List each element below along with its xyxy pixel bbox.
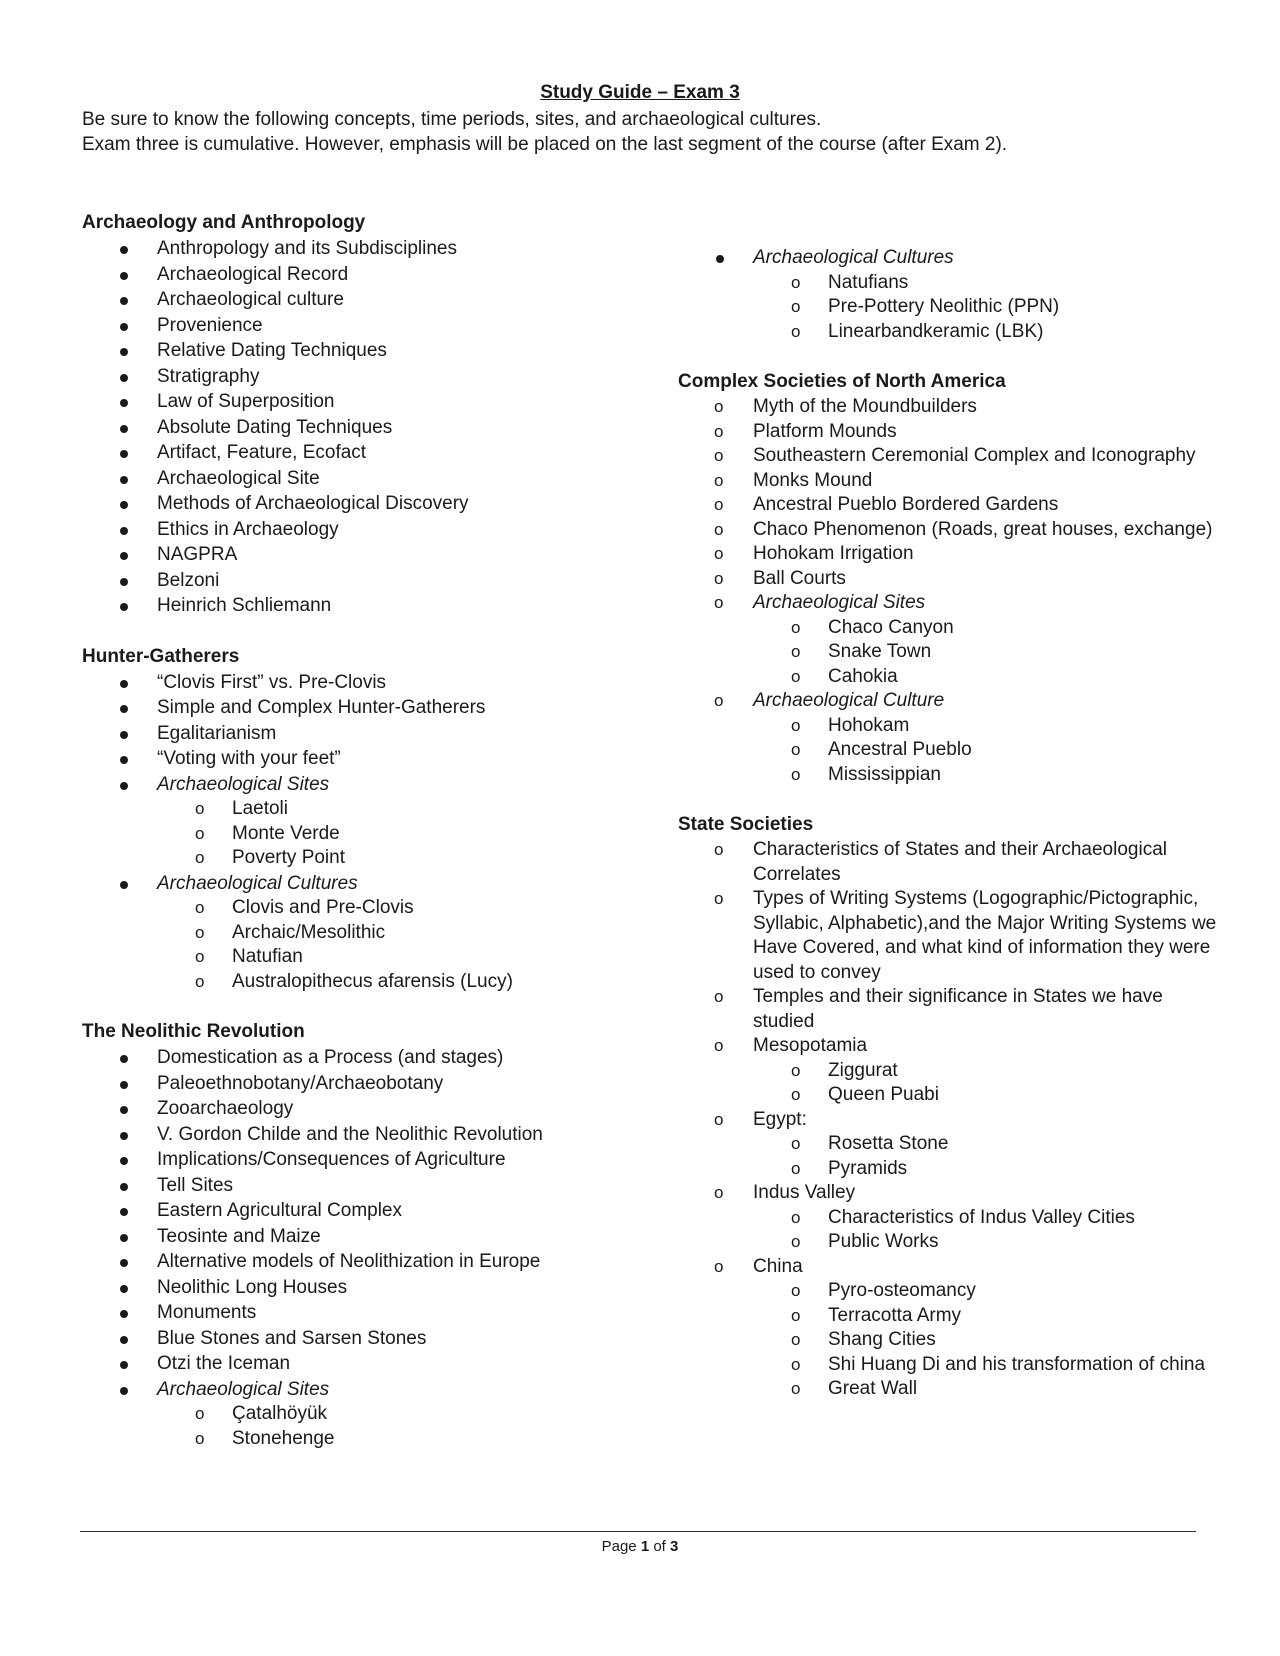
sub-list-item: o Queen Puabi bbox=[678, 1083, 1218, 1108]
sub-list-item: o Mississippian bbox=[678, 763, 1218, 788]
neolithic-cultures-list bbox=[678, 245, 1218, 344]
list-item: Teosinte and Maize bbox=[82, 1224, 682, 1250]
section-heading: Hunter-Gatherers bbox=[82, 645, 240, 667]
bullet-icon bbox=[120, 1132, 128, 1140]
circle-bullet-icon: o bbox=[791, 1158, 801, 1178]
bullet-icon bbox=[120, 399, 128, 407]
bullet-icon bbox=[120, 705, 128, 713]
bullet-icon bbox=[120, 603, 128, 611]
circle-bullet-icon: o bbox=[195, 922, 205, 942]
list-item: o Characteristics of States and their Archaeological Correlates bbox=[714, 839, 1167, 885]
list-item: o Ball Courts bbox=[678, 567, 1218, 592]
bullet-icon bbox=[120, 1310, 128, 1318]
bullet-icon bbox=[716, 255, 724, 263]
list-item: V. Gordon Childe and the Neolithic Revolution bbox=[82, 1122, 682, 1148]
circle-bullet-icon: o bbox=[714, 568, 724, 588]
list-item: Neolithic Long Houses bbox=[82, 1275, 682, 1301]
sub-list-item: o Shang Cities bbox=[678, 1328, 1218, 1353]
bullet-icon bbox=[120, 1285, 128, 1293]
bullet-icon bbox=[120, 782, 128, 790]
circle-bullet-icon: o bbox=[791, 642, 801, 661]
sub-list-item: o Public Works bbox=[678, 1230, 1218, 1255]
sub-list-item: o Characteristics of Indus Valley Cities bbox=[678, 1206, 1218, 1231]
circle-bullet-icon: o bbox=[791, 1134, 801, 1153]
circle-bullet-icon: o bbox=[195, 799, 205, 818]
circle-bullet-icon: o bbox=[195, 823, 205, 843]
sub-list-item: o Snake Town bbox=[678, 640, 1218, 665]
circle-bullet-icon: o bbox=[714, 1109, 724, 1129]
bullet-icon bbox=[120, 1234, 128, 1242]
sub-list-item: o Stonehenge bbox=[82, 1427, 682, 1452]
list-item: “Voting with your feet” bbox=[82, 746, 682, 772]
page-number: Page 1 of 3 bbox=[601, 1538, 679, 1555]
sub-list-item: o Laetoli bbox=[82, 797, 682, 822]
list-item: Archaeological Record bbox=[82, 262, 682, 288]
circle-bullet-icon: o bbox=[714, 1183, 724, 1202]
page-title: Study Guide – Exam 3 bbox=[540, 82, 740, 103]
list-item: Stratigraphy bbox=[82, 364, 682, 390]
circle-bullet-icon: o bbox=[791, 617, 801, 637]
list-item: o Temples and their significance in States we have studied bbox=[714, 986, 1163, 1032]
list-item: Simple and Complex Hunter-Gatherers bbox=[82, 695, 682, 721]
list-item: Otzi the Iceman bbox=[82, 1351, 682, 1377]
footer-divider bbox=[80, 1531, 1196, 1532]
circle-bullet-icon: o bbox=[714, 840, 724, 859]
list-item: o Southeastern Ceremonial Complex and Iconography bbox=[678, 444, 1218, 469]
circle-bullet-icon: o bbox=[714, 544, 724, 563]
sub-list-item: o Pyro-osteomancy bbox=[678, 1279, 1218, 1304]
circle-bullet-icon: o bbox=[195, 1404, 205, 1423]
list-item: Belzoni bbox=[82, 568, 682, 594]
sub-list-item: o Ancestral Pueblo bbox=[678, 738, 1218, 763]
circle-bullet-icon: o bbox=[714, 397, 724, 416]
circle-bullet-icon: o bbox=[791, 1085, 801, 1104]
circle-bullet-icon: o bbox=[791, 1281, 801, 1300]
bullet-icon bbox=[120, 578, 128, 586]
circle-bullet-icon: o bbox=[714, 446, 724, 465]
sub-list-item: o Archaic/Mesolithic bbox=[82, 921, 682, 946]
section-heading: State Societies bbox=[678, 814, 814, 835]
circle-bullet-icon: o bbox=[195, 848, 205, 867]
bullet-icon bbox=[120, 1259, 128, 1267]
bullet-icon bbox=[120, 731, 128, 739]
bullet-icon bbox=[120, 425, 128, 433]
complex-list bbox=[678, 395, 1218, 787]
bullet-icon bbox=[120, 348, 128, 356]
circle-bullet-icon: o bbox=[714, 421, 724, 441]
neolithic-list bbox=[82, 1045, 682, 1451]
sub-list-item: o Ziggurat bbox=[678, 1059, 1218, 1084]
list-item: Alternative models of Neolithization in Europe bbox=[82, 1249, 682, 1275]
bullet-icon bbox=[120, 476, 128, 484]
circle-bullet-icon: o bbox=[714, 519, 724, 539]
intro-line: Exam three is cumulative. However, emphasis will be placed on the last segment of the course (after Exam 2). bbox=[82, 134, 1008, 155]
list-item: o Archaeological Culture bbox=[678, 689, 1218, 714]
list-item: Monuments bbox=[82, 1300, 682, 1326]
bullet-icon bbox=[120, 680, 128, 688]
sub-list-item: o Great Wall bbox=[678, 1377, 1218, 1402]
list-item: o China bbox=[678, 1255, 1218, 1280]
list-item: o Monks Mound bbox=[678, 469, 1218, 494]
list-item: Zooarchaeology bbox=[82, 1096, 682, 1122]
list-item: Methods of Archaeological Discovery bbox=[82, 491, 682, 517]
circle-bullet-icon: o bbox=[714, 1036, 724, 1055]
bullet-icon bbox=[120, 501, 128, 509]
list-item: Archaeological culture bbox=[82, 287, 682, 313]
circle-bullet-icon: o bbox=[791, 715, 801, 735]
circle-bullet-icon: o bbox=[714, 691, 724, 710]
list-item: Absolute Dating Techniques bbox=[82, 415, 682, 441]
sub-list-item: o Rosetta Stone bbox=[678, 1132, 1218, 1157]
sub-list-item: o Chaco Canyon bbox=[678, 616, 1218, 641]
sub-list-item: o Australopithecus afarensis (Lucy) bbox=[82, 970, 682, 995]
circle-bullet-icon: o bbox=[195, 947, 205, 966]
circle-bullet-icon: o bbox=[791, 1379, 801, 1398]
sub-list-item: o Pyramids bbox=[678, 1157, 1218, 1182]
list-item: o Egypt: bbox=[678, 1108, 1218, 1133]
bullet-icon bbox=[120, 1208, 128, 1216]
list-item: o Mesopotamia bbox=[678, 1034, 1218, 1059]
left-column bbox=[82, 210, 682, 1451]
list-item: Artifact, Feature, Ecofact bbox=[82, 440, 682, 466]
circle-bullet-icon: o bbox=[791, 1305, 801, 1325]
list-item: Domestication as a Process (and stages) bbox=[82, 1045, 682, 1071]
right-column bbox=[678, 245, 1218, 1402]
sub-list-item: o Shi Huang Di and his transformation of china bbox=[678, 1353, 1218, 1378]
bullet-icon bbox=[120, 756, 128, 764]
list-item: Paleoethnobotany/Archaeobotany bbox=[82, 1071, 682, 1097]
list-item: Eastern Agricultural Complex bbox=[82, 1198, 682, 1224]
circle-bullet-icon: o bbox=[791, 272, 801, 292]
sub-list-item: o Clovis and Pre-Clovis bbox=[82, 896, 682, 921]
list-item: “Clovis First” vs. Pre-Clovis bbox=[82, 670, 682, 696]
bullet-icon bbox=[120, 374, 128, 382]
circle-bullet-icon: o bbox=[791, 740, 801, 759]
list-item: Archaeological Sites bbox=[82, 1377, 682, 1403]
list-item: o Types of Writing Systems (Logographic/Pictographic, Syllabic, Alphabetic),and the Major Writing Systems we Have Covered, and what kind of information they were used to convey bbox=[714, 888, 1217, 983]
archaeology-list bbox=[82, 236, 682, 619]
circle-bullet-icon: o bbox=[195, 898, 205, 917]
bullet-icon bbox=[120, 246, 128, 254]
list-item: Relative Dating Techniques bbox=[82, 338, 682, 364]
list-item: o Indus Valley bbox=[678, 1181, 1218, 1206]
list-item: Blue Stones and Sarsen Stones bbox=[82, 1326, 682, 1352]
section-heading: Complex Societies of North America bbox=[678, 371, 1006, 392]
list-item: Archaeological Cultures bbox=[678, 245, 1218, 271]
list-item: Provenience bbox=[82, 313, 682, 339]
circle-bullet-icon: o bbox=[791, 1060, 801, 1080]
sub-list-item: o Çatalhöyük bbox=[82, 1402, 682, 1427]
circle-bullet-icon: o bbox=[714, 593, 724, 612]
list-item: o Archaeological Sites bbox=[678, 591, 1218, 616]
list-item: o Myth of the Moundbuilders bbox=[678, 395, 1218, 420]
circle-bullet-icon: o bbox=[791, 764, 801, 784]
bullet-icon bbox=[120, 527, 128, 535]
bullet-icon bbox=[120, 1183, 128, 1191]
sub-list-item: o Monte Verde bbox=[82, 822, 682, 847]
list-item: Egalitarianism bbox=[82, 721, 682, 747]
bullet-icon bbox=[120, 1106, 128, 1114]
circle-bullet-icon: o bbox=[791, 297, 801, 316]
bullet-icon bbox=[120, 552, 128, 560]
sub-list-item: o Natufians bbox=[678, 271, 1218, 296]
list-item: o Chaco Phenomenon (Roads, great houses, exchange) bbox=[678, 518, 1218, 543]
circle-bullet-icon: o bbox=[714, 987, 724, 1006]
bullet-icon bbox=[120, 1081, 128, 1089]
section-heading: Archaeology and Anthropology bbox=[82, 212, 366, 233]
circle-bullet-icon: o bbox=[714, 495, 724, 514]
circle-bullet-icon: o bbox=[714, 889, 724, 908]
bullet-icon bbox=[120, 1157, 128, 1165]
list-item: Tell Sites bbox=[82, 1173, 682, 1199]
sub-list-item: o Natufian bbox=[82, 945, 682, 970]
list-item: o Platform Mounds bbox=[678, 420, 1218, 445]
sub-list-item: o Pre-Pottery Neolithic (PPN) bbox=[678, 295, 1218, 320]
section-heading: The Neolithic Revolution bbox=[82, 1021, 305, 1042]
sub-list-item: o Hohokam bbox=[678, 714, 1218, 739]
bullet-icon bbox=[120, 1055, 128, 1063]
circle-bullet-icon: o bbox=[791, 666, 801, 686]
bullet-icon bbox=[120, 1387, 128, 1395]
sub-list-item: o Poverty Point bbox=[82, 846, 682, 871]
intro-line: Be sure to know the following concepts, time periods, sites, and archaeological cultures. bbox=[82, 109, 822, 130]
circle-bullet-icon: o bbox=[791, 1330, 801, 1349]
list-item: Archaeological Sites bbox=[82, 772, 682, 798]
bullet-icon bbox=[120, 1336, 128, 1344]
bullet-icon bbox=[120, 297, 128, 305]
circle-bullet-icon: o bbox=[791, 1232, 801, 1251]
circle-bullet-icon: o bbox=[714, 470, 724, 490]
circle-bullet-icon: o bbox=[195, 971, 205, 991]
bullet-icon bbox=[120, 272, 128, 280]
state-list bbox=[678, 838, 1218, 1402]
sub-list-item: o Terracotta Army bbox=[678, 1304, 1218, 1329]
circle-bullet-icon: o bbox=[195, 1428, 205, 1448]
sub-list-item: o Cahokia bbox=[678, 665, 1218, 690]
list-item: Archaeological Cultures bbox=[82, 871, 682, 897]
sub-list-item: o Linearbandkeramic (LBK) bbox=[678, 320, 1218, 345]
list-item: Anthropology and its Subdisciplines bbox=[82, 236, 682, 262]
list-item: Archaeological Site bbox=[82, 466, 682, 492]
circle-bullet-icon: o bbox=[791, 321, 801, 341]
bullet-icon bbox=[120, 1361, 128, 1369]
bullet-icon bbox=[120, 881, 128, 889]
list-item: Law of Superposition bbox=[82, 389, 682, 415]
circle-bullet-icon: o bbox=[791, 1354, 801, 1374]
list-item: Implications/Consequences of Agriculture bbox=[82, 1147, 682, 1173]
hunter-list bbox=[82, 670, 682, 995]
list-item: o Hohokam Irrigation bbox=[678, 542, 1218, 567]
bullet-icon bbox=[120, 323, 128, 331]
bullet-icon bbox=[120, 450, 128, 458]
list-item: Heinrich Schliemann bbox=[82, 593, 682, 619]
circle-bullet-icon: o bbox=[791, 1207, 801, 1227]
list-item: o Ancestral Pueblo Bordered Gardens bbox=[678, 493, 1218, 518]
circle-bullet-icon: o bbox=[714, 1256, 724, 1276]
list-item: Ethics in Archaeology bbox=[82, 517, 682, 543]
list-item: NAGPRA bbox=[82, 542, 682, 568]
